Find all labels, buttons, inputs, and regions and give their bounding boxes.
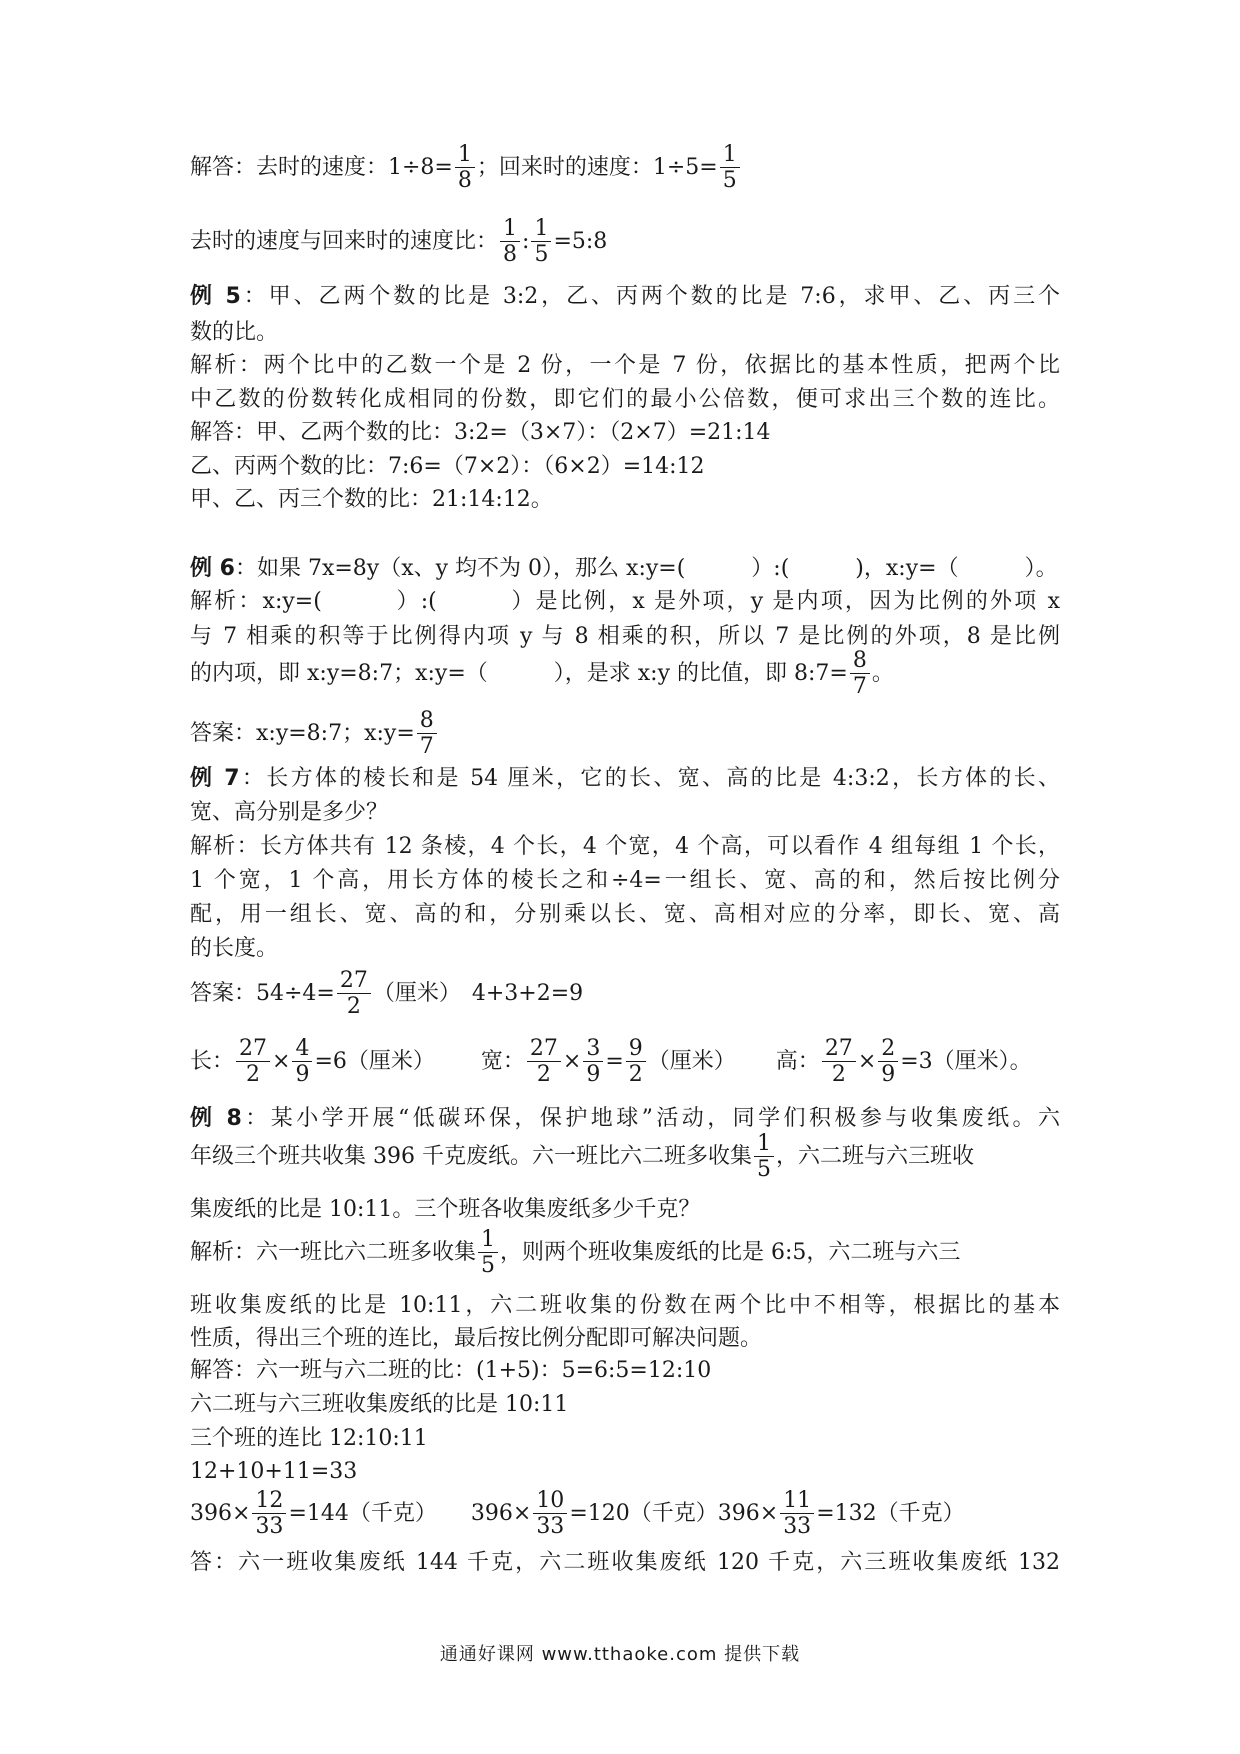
example-5-question: 例 5：甲、乙两个数的比是 3:2，乙、丙两个数的比是 7:6，求甲、乙、丙三个 — [190, 284, 1060, 309]
example-8-solution-4: 12+10+11=33 — [190, 1459, 358, 1484]
page-footer: 通通好课网 www.tthaoke.com 提供下载 — [439, 1644, 801, 1665]
example-5-solution-3: 甲、乙、丙三个数的比：21:14:12。 — [190, 487, 553, 512]
example-7-dimensions: 长： $\frac{27}{2}$ × $\frac{4}{9}$ =6（厘米） 宽： $\frac{27}{2}$ × $\frac{3}{9}$ = $\frac{9}{2}$ （厘米） 高： $\frac{27}{2}$ × $\frac{2}{9}$ =3（厘米）。 — [190, 1036, 1032, 1088]
example-8-analysis-3: 性质，得出三个班的连比，最后按比例分配即可解决问题。 — [190, 1326, 763, 1351]
example-6-analysis: 解析：x:y=( ）:( ）是比例，x 是外项，y 是内项，因为比例的外项 x — [190, 589, 1060, 614]
fraction: $\frac{8}{7}$ — [417, 708, 437, 760]
example-6-question: 例 6：如果 7x=8y（x、y 均不为 0），那么 x:y=( ）:( )，x:y=（ ）。 — [190, 556, 1058, 581]
example-5-solution-2: 乙、丙两个数的比：7:6=（7×2）：（6×2）=14:12 — [190, 454, 705, 479]
example-8-solution-2: 六二班与六三班收集废纸的比是 10:11 — [190, 1392, 569, 1417]
example-8-analysis-1: 解析：六一班比六二班多收集 $\frac{1}{5}$ ，则两个班收集废纸的比是 6:5，六二班与六三 — [190, 1227, 961, 1279]
example-6-analysis-cont: 与 7 相乘的积等于比例得内项 y 与 8 相乘的积，所以 7 是比例的外项，8 是比例 — [190, 624, 1060, 649]
text: =5:8 — [553, 228, 608, 254]
example-5-analysis-cont: 中乙数的份数转化成相同的份数，即它们的最小公倍数，便可求出三个数的连比。 — [190, 387, 1060, 412]
example-label: 例 8 — [190, 1106, 242, 1131]
example-8-question-3: 集废纸的比是 10:11。三个班各收集废纸多少千克？ — [190, 1197, 701, 1222]
fraction: $\frac{1}{5}$ — [531, 216, 551, 268]
example-5-question-cont: 数的比。 — [190, 320, 279, 345]
example-8-solution-1: 解答：六一班与六二班的比：(1+5)：5=6:5=12:10 — [190, 1358, 712, 1383]
example-5-solution-1: 解答：甲、乙两个数的比：3:2=（3×7）：（2×7）=21:14 — [190, 420, 771, 445]
fraction: $\frac{1}{8}$ — [500, 216, 520, 268]
example-label: 例 7 — [190, 766, 240, 791]
example-label: 例 5 — [190, 284, 241, 309]
example-7-answer: 答案：54÷4= $\frac{27}{2}$ （厘米） 4+3+2=9 — [190, 968, 584, 1020]
example-8-solution-3: 三个班的连比 12:10:11 — [190, 1426, 428, 1451]
example-7-analysis-4: 的长度。 — [190, 936, 279, 961]
example-7-question-cont: 宽、高分别是多少？ — [190, 800, 389, 825]
example-7-analysis-1: 解析：长方体共有 12 条棱，4 个长，4 个宽，4 个高，可以看作 4 组每组 1 个长， — [190, 834, 1060, 859]
example-8-final-answer: 答：六一班收集废纸 144 千克，六二班收集废纸 120 千克，六三班收集废纸 132 — [190, 1550, 1060, 1575]
speed-ratio-line: 去时的速度与回来时的速度比： $\frac{1}{8}$ : $\frac{1}{5}$ =5:8 — [190, 216, 608, 268]
fraction: $\frac{1}{5}$ — [478, 1227, 498, 1279]
fraction: $\frac{8}{7}$ — [850, 648, 870, 700]
text: ；回来时的速度：1÷5= — [476, 154, 718, 180]
example-7-analysis-2: 1 个宽，1 个高，用长方体的棱长之和÷4=一组长、宽、高的和，然后按比例分 — [190, 868, 1060, 893]
text: 去时的速度与回来时的速度比： — [190, 228, 499, 254]
example-8-question-2: 年级三个班共收集 396 千克废纸。六一班比六二班多收集 $\frac{1}{5}$ ，六二班与六三班收 — [190, 1131, 974, 1183]
fraction: $\frac{27}{2}$ — [337, 968, 371, 1020]
example-5-analysis: 解析：两个比中的乙数一个是 2 份，一个是 7 份，依据比的基本性质，把两个比 — [190, 353, 1060, 378]
example-8-analysis-2: 班收集废纸的比是 10:11，六二班收集的份数在两个比中不相等，根据比的基本 — [190, 1293, 1060, 1318]
fraction: $\frac{1}{8}$ — [455, 142, 475, 194]
example-7-question: 例 7：长方体的棱长和是 54 厘米，它的长、宽、高的比是 4:3:2，长方体的长、 — [190, 766, 1060, 791]
example-8-question: 例 8：某小学开展“低碳环保，保护地球”活动，同学们积极参与收集废纸。六 — [190, 1106, 1060, 1131]
answer-speed-line — [190, 142, 1060, 194]
example-7-analysis-3: 配，用一组长、宽、高的和，分别乘以长、宽、高相对应的分率，即长、宽、高 — [190, 902, 1060, 927]
text: 解答：去时的速度：1÷8= — [190, 154, 453, 180]
fraction: $\frac{1}{5}$ — [720, 142, 740, 194]
example-label: 例 6 — [190, 556, 235, 581]
example-6-answer: 答案：x:y=8:7；x:y= $\frac{8}{7}$ — [190, 708, 1060, 760]
example-8-calculations: 396× $\frac{12}{33}$ =144（千克） 396× $\frac{10}{33}$ =120（千克）396× $\frac{11}{33}$ =132（千克） — [190, 1488, 965, 1540]
example-6-analysis-end: 的内项，即 x:y=8:7；x:y=（ ），是求 x:y 的比值，即 8:7= $\frac{8}{7}$ 。 — [190, 648, 894, 700]
fraction: $\frac{1}{5}$ — [754, 1131, 774, 1183]
